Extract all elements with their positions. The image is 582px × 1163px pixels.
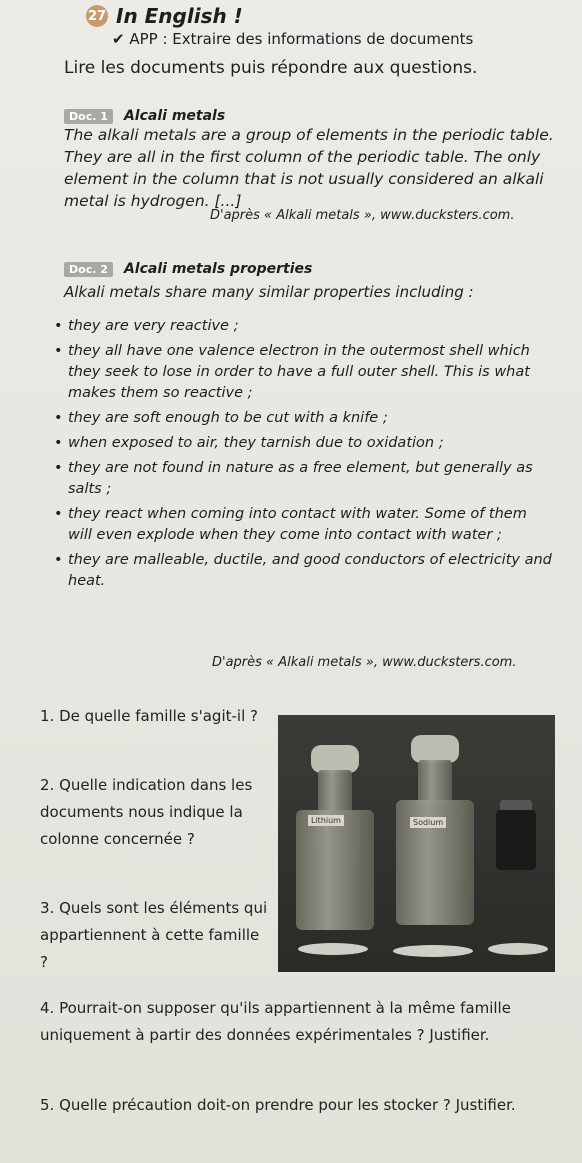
doc1-title: Alcali metals bbox=[123, 108, 226, 124]
question-5: 5. Quelle précaution doit-on prendre pour les stocker ? Justifier. bbox=[40, 1096, 516, 1114]
doc1-text: The alkali metals are a group of elements in the periodic table. They are all in the first column of the periodic table. The only element in the column that is not usually considered an alkali metal is hydrogen. [...] bbox=[64, 126, 554, 210]
list-item: • they are very reactive ; bbox=[52, 316, 552, 337]
doc2-title: Alcali metals properties bbox=[123, 261, 313, 277]
list-item: • when exposed to air, they tarnish due to oxidation ; bbox=[52, 433, 552, 454]
question-2: 2. Quelle indication dans les documents nous indique la colonne concernée ? bbox=[40, 776, 253, 848]
question-1: 1. De quelle famille s'agit-il ? bbox=[40, 707, 258, 725]
list-item: • they are malleable, ductile, and good conductors of electricity and heat. bbox=[52, 550, 552, 592]
bottle-neck bbox=[418, 760, 452, 805]
doc2-source: D'après « Alkali metals », www.ducksters.com. bbox=[212, 655, 517, 670]
properties-list bbox=[52, 316, 552, 596]
sample-dish bbox=[393, 945, 473, 957]
lithium-label: Lithium bbox=[308, 815, 344, 826]
bottle-stopper bbox=[411, 735, 459, 763]
doc1-source: D'après « Alkali metals », www.ducksters.com. bbox=[210, 208, 515, 223]
doc2-intro: Alkali metals share many similar properties including : bbox=[64, 283, 474, 301]
exercise-number: 27 bbox=[86, 5, 108, 27]
sodium-label: Sodium bbox=[410, 817, 446, 828]
exercise-title: In English ! bbox=[116, 4, 243, 28]
list-item: • they all have one valence electron in the outermost shell which they seek to lose in order to have a full outer shell. This is what makes them so reactive ; bbox=[52, 341, 552, 404]
sample-dish bbox=[488, 943, 548, 955]
doc2-label: Doc. 2 bbox=[64, 262, 113, 277]
doc2-header bbox=[64, 258, 312, 277]
question-3: 3. Quels sont les éléments qui appartiennent à cette famille ? bbox=[40, 899, 268, 971]
question-4: 4. Pourrait-on supposer qu'ils appartiennent à la même famille uniquement à partir des données expérimentales ? Justifier. bbox=[40, 999, 511, 1044]
exercise-header bbox=[86, 4, 243, 28]
list-item: • they are not found in nature as a free element, but generally as salts ; bbox=[52, 458, 552, 500]
skill-line: ✔ APP : Extraire des informations de documents bbox=[112, 30, 474, 48]
sample-dish bbox=[298, 943, 368, 955]
list-item: • they react when coming into contact with water. Some of them will even explode when they come into contact with water ; bbox=[52, 504, 552, 546]
list-item: • they are soft enough to be cut with a knife ; bbox=[52, 408, 552, 429]
bottle-neck bbox=[318, 770, 352, 815]
potassium-jar bbox=[496, 810, 536, 870]
doc1-label: Doc. 1 bbox=[64, 109, 113, 124]
bottle-stopper bbox=[311, 745, 359, 773]
alkali-metals-photo bbox=[278, 715, 555, 972]
doc1-header bbox=[64, 105, 225, 124]
lithium-bottle bbox=[296, 810, 374, 930]
instruction: Lire les documents puis répondre aux questions. bbox=[64, 58, 478, 78]
